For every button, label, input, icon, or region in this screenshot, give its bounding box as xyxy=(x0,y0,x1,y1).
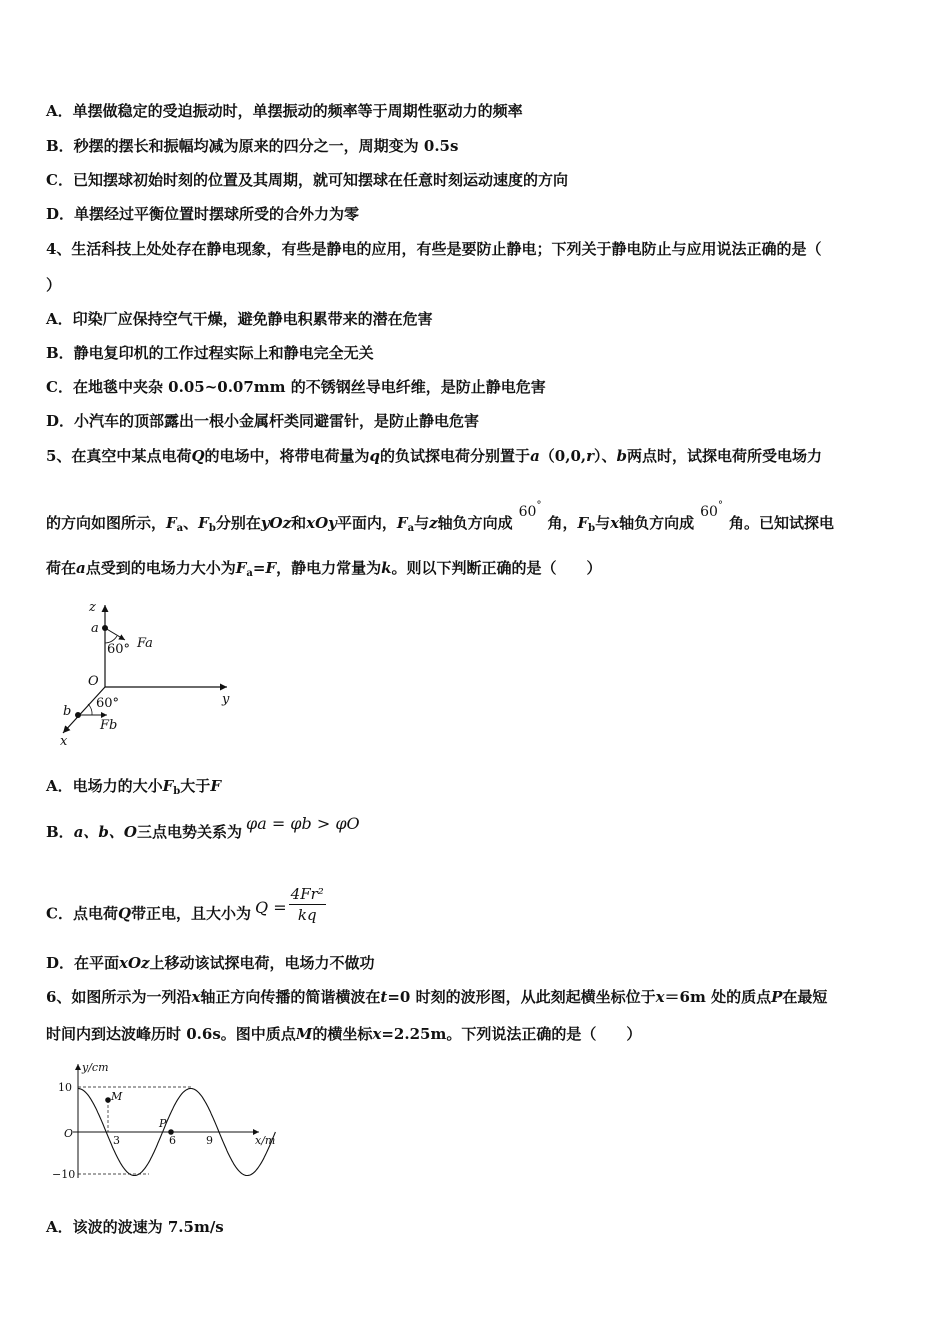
sub-b: b xyxy=(173,786,181,797)
label-m: M xyxy=(111,1090,123,1103)
text: 的负试探电荷分别置于 xyxy=(380,447,531,465)
text: B． xyxy=(46,823,74,841)
q4-stem-line2: ） xyxy=(46,276,62,294)
plane-xoy: xOy xyxy=(306,514,337,532)
text: 5、在真空中某点电荷 xyxy=(46,447,192,465)
text: 和 xyxy=(291,514,307,532)
angle-60 xyxy=(700,496,723,522)
q5-option-b xyxy=(46,814,360,842)
text: 平面内， xyxy=(336,514,397,532)
text: ）、 xyxy=(594,447,617,465)
point-m xyxy=(105,1097,111,1103)
text: C．点电荷 xyxy=(46,904,118,923)
q5-option-d xyxy=(46,953,375,973)
q5-option-c xyxy=(46,885,326,935)
sub-a: a xyxy=(246,568,253,579)
var-F: F xyxy=(396,514,408,532)
var-q: q xyxy=(369,447,381,465)
text: A．电场力的大小 xyxy=(46,777,163,795)
q4-option-b: B．静电复印机的工作过程实际上和静电完全无关 xyxy=(46,344,374,362)
text: （0,0, xyxy=(539,447,587,465)
label-fb: Fb xyxy=(100,718,118,733)
q5-stem-line3 xyxy=(46,558,602,584)
var-r: r xyxy=(586,447,595,465)
text: 大于 xyxy=(180,777,211,795)
text: 的电场中，将带电荷量为 xyxy=(204,447,370,465)
var-M: M xyxy=(295,1025,313,1043)
q3-option-a: A．单摆做稳定的受迫振动时，单摆振动的频率等于周期性驱动力的频率 xyxy=(46,102,523,120)
var-b: b xyxy=(616,447,628,465)
var-x: x xyxy=(655,988,665,1006)
label-b: b xyxy=(63,704,72,719)
text: 轴负方向成 xyxy=(437,514,513,532)
q4-stem-line1: 4、生活科技上处处存在静电现象，有些是静电的应用，有些是要防止静电；下列关于静电防止与应用说法正确的是（ xyxy=(46,240,822,258)
label-y: y xyxy=(222,692,230,707)
text: ＝6m 处的质点 xyxy=(664,988,772,1006)
text: 角。已知试探电 xyxy=(728,514,834,532)
label-x: x xyxy=(60,734,68,749)
label-fa: Fa xyxy=(137,636,153,651)
label-x9: 9 xyxy=(206,1134,213,1147)
text: D．在平面 xyxy=(46,954,120,972)
sub-b: b xyxy=(588,523,596,534)
angle-value: 60 xyxy=(700,504,718,520)
q3-option-d: D．单摆经过平衡位置时摆球所受的合外力为零 xyxy=(46,205,360,223)
label-a: a xyxy=(91,621,99,636)
text: 上移动该试探电荷，电场力不做功 xyxy=(149,954,375,972)
plane-yoz: yOz xyxy=(260,514,292,532)
q6-stem-line2 xyxy=(46,1024,641,1044)
label-xlabel: x/m xyxy=(255,1134,276,1147)
var-Q: Q xyxy=(117,904,132,923)
text: 。则以下判断正确的是（ ） xyxy=(391,559,602,577)
degree: ° xyxy=(717,500,723,511)
var-t: t xyxy=(380,988,388,1006)
q4-option-a: A．印染厂应保持空气干燥，避免静电积累带来的潜在危害 xyxy=(46,310,433,328)
q5-axis-diagram xyxy=(55,595,240,750)
var-F: F xyxy=(162,777,174,795)
text: 6、如图所示为一列沿 xyxy=(46,988,192,1006)
var-k: k xyxy=(381,559,392,577)
label-o: O xyxy=(88,674,99,689)
label-ylabel: y/cm xyxy=(82,1061,109,1074)
q6-stem-line1 xyxy=(46,987,827,1007)
text: 与 xyxy=(595,514,611,532)
q5-stem-line1 xyxy=(46,446,822,466)
q3-option-b: B．秒摆的摆长和振幅均减为原来的四分之一，周期变为 0.5s xyxy=(46,137,459,155)
text: 的方向如图所示， xyxy=(46,514,167,532)
text: 两点时，试探电荷所受电场力 xyxy=(627,447,823,465)
text: 与 xyxy=(414,514,430,532)
plane-xoz: xOz xyxy=(119,954,150,972)
label-x3: 3 xyxy=(113,1134,120,1147)
label-x6: 6 xyxy=(169,1134,176,1147)
var-F: F xyxy=(166,514,177,532)
q5-stem-line2 xyxy=(46,500,834,539)
var-F: F xyxy=(210,777,221,795)
potential-formula: φa = φb > φO xyxy=(245,814,360,833)
sub-a: a xyxy=(176,523,184,534)
var-z: z xyxy=(429,514,438,532)
points: a、b、O xyxy=(73,823,137,841)
label-angle-a: 60° xyxy=(107,642,131,657)
label-z: z xyxy=(89,600,96,615)
label-origin: O xyxy=(64,1127,74,1140)
sub-b: b xyxy=(208,523,216,534)
var-Q: Q xyxy=(191,447,205,465)
text: 在最短 xyxy=(782,988,828,1006)
text: =2.25m。下列说法正确的是（ ） xyxy=(381,1025,642,1043)
label-y-top: 10 xyxy=(58,1081,72,1094)
fraction-numerator: 4Fr² xyxy=(290,885,324,903)
q4-option-d: D．小汽车的顶部露出一根小金属杆类同避雷针，是防止静电危害 xyxy=(46,412,480,430)
var-a: a xyxy=(76,559,86,577)
formula-fraction xyxy=(289,884,326,925)
text: 荷在 xyxy=(46,559,77,577)
text: 三点电势关系为 xyxy=(136,823,242,841)
label-angle-b: 60° xyxy=(96,696,120,711)
var-x: x xyxy=(191,988,201,1006)
label-p: P xyxy=(159,1117,167,1130)
var-a: a xyxy=(530,447,540,465)
angle-60 xyxy=(519,496,542,522)
sub-a: a xyxy=(407,523,415,534)
degree: ° xyxy=(536,500,542,511)
q5-option-a xyxy=(46,776,221,802)
text: 角， xyxy=(547,514,578,532)
var-x: x xyxy=(610,514,620,532)
q6-wave-graph xyxy=(45,1058,285,1188)
q4-option-c: C．在地毯中夹杂 0.05~0.07mm 的不锈钢丝导电纤维，是防止静电危害 xyxy=(46,378,546,396)
text: 时间内到达波峰历时 0.6s。图中质点 xyxy=(46,1025,296,1043)
angle-value: 60 xyxy=(518,504,537,520)
text: 分别在 xyxy=(215,514,261,532)
text: ，静电力常量为 xyxy=(276,559,382,577)
formula-lhs: Q = xyxy=(255,897,287,917)
text: 带正电，且大小为 xyxy=(131,904,252,923)
var-F: F xyxy=(198,514,209,532)
equals-F: =F xyxy=(252,559,277,577)
var-x: x xyxy=(372,1025,382,1043)
text: 轴负方向成 xyxy=(619,514,695,532)
q3-option-c: C．已知摆球初始时刻的位置及其周期，就可知摆球在任意时刻运动速度的方向 xyxy=(46,171,568,189)
text: 点受到的电场力大小为 xyxy=(85,559,236,577)
text: =0 时刻的波形图，从此刻起横坐标位于 xyxy=(387,988,656,1006)
label-y-bottom: −10 xyxy=(52,1168,76,1181)
text: 的横坐标 xyxy=(312,1025,373,1043)
var-P: P xyxy=(771,988,783,1006)
text: 轴正方向传播的简谐横波在 xyxy=(200,988,381,1006)
text: 、 xyxy=(183,514,199,532)
q6-option-a: A．该波的波速为 7.5m/s xyxy=(46,1218,224,1236)
var-F: F xyxy=(577,514,589,532)
var-F: F xyxy=(235,559,247,577)
fraction-denominator: kq xyxy=(297,906,317,924)
